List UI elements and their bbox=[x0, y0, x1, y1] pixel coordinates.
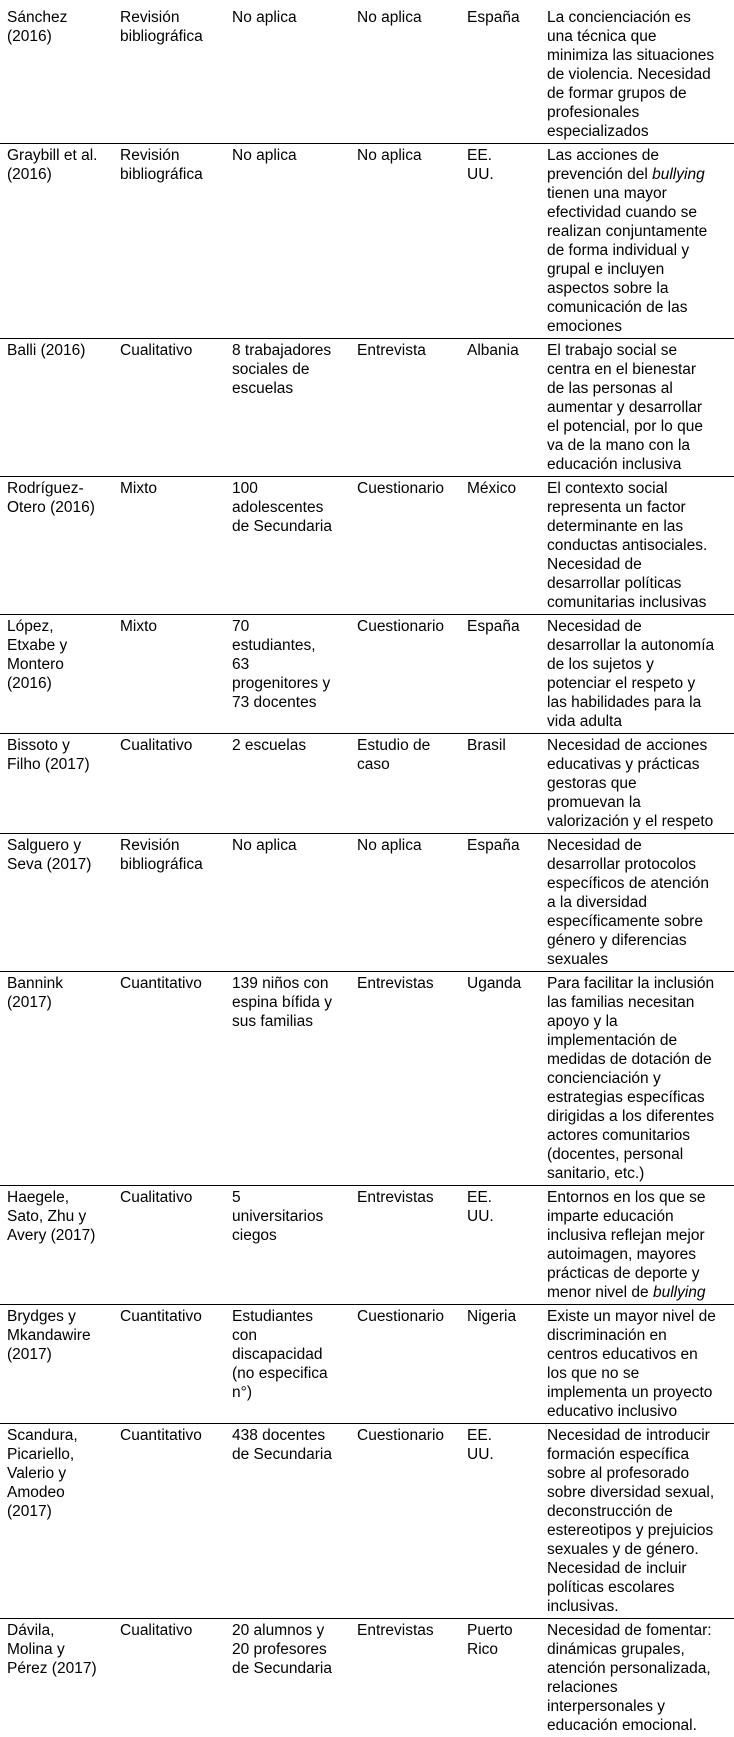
method-cell: Cualitativo bbox=[120, 1186, 232, 1305]
findings-cell: El contexto social representa un factor determinante en las conductas antisociales. Necesidad de desarrollar políticas comunitarias inclusivas bbox=[547, 477, 734, 615]
studies-table-body bbox=[0, 6, 734, 1737]
country-cell: EE. UU. bbox=[467, 1424, 547, 1619]
method-cell: Cualitativo bbox=[120, 339, 232, 477]
country-cell: Brasil bbox=[467, 734, 547, 834]
table-row bbox=[0, 972, 734, 1186]
table-row bbox=[0, 615, 734, 734]
table-row bbox=[0, 477, 734, 615]
instrument-cell: Cuestionario bbox=[357, 1305, 467, 1424]
table-row bbox=[0, 1305, 734, 1424]
findings-cell: El trabajo social se centra en el bienestar de las personas al aumentar y desarrollar el potencial, por lo que va de la mano con la educación inclusiva bbox=[547, 339, 734, 477]
author-cell: Graybill et al. (2016) bbox=[0, 144, 120, 339]
method-cell: Mixto bbox=[120, 477, 232, 615]
country-cell: España bbox=[467, 6, 547, 144]
method-cell: Mixto bbox=[120, 615, 232, 734]
instrument-cell: Entrevistas bbox=[357, 972, 467, 1186]
findings-cell: Necesidad de fomentar: dinámicas grupales, atención personalizada, relaciones interpersonales y educación emocional. bbox=[547, 1619, 734, 1737]
sample-cell: 139 niños con espina bífida y sus familias bbox=[232, 972, 357, 1186]
author-cell: Balli (2016) bbox=[0, 339, 120, 477]
findings-cell: La concienciación es una técnica que minimiza las situaciones de violencia. Necesidad de formar grupos de profesionales especializados bbox=[547, 6, 734, 144]
instrument-cell: Cuestionario bbox=[357, 615, 467, 734]
sample-cell: 20 alumnos y 20 profesores de Secundaria bbox=[232, 1619, 357, 1737]
table-row bbox=[0, 339, 734, 477]
author-cell: López, Etxabe y Montero (2016) bbox=[0, 615, 120, 734]
instrument-cell: Cuestionario bbox=[357, 477, 467, 615]
findings-cell: Las acciones de prevención del bullying tienen una mayor efectividad cuando se realizan conjuntamente de forma individual y grupal e incluyen aspectos sobre la comunicación de las emociones bbox=[547, 144, 734, 339]
method-cell: Revisión bibliográfica bbox=[120, 834, 232, 972]
instrument-cell: No aplica bbox=[357, 834, 467, 972]
findings-cell: Necesidad de acciones educativas y prácticas gestoras que promuevan la valorización y el respeto bbox=[547, 734, 734, 834]
country-cell: EE. UU. bbox=[467, 1186, 547, 1305]
instrument-cell: Cuestionario bbox=[357, 1424, 467, 1619]
table-row bbox=[0, 144, 734, 339]
table-row bbox=[0, 834, 734, 972]
method-cell: Cuantitativo bbox=[120, 1305, 232, 1424]
findings-cell: Para facilitar la inclusión las familias necesitan apoyo y la implementación de medidas de dotación de concienciación y estrategias específicas dirigidas a los diferentes actores comunitarios (docentes, personal sanitario, etc.) bbox=[547, 972, 734, 1186]
method-cell: Cualitativo bbox=[120, 1619, 232, 1737]
instrument-cell: Entrevistas bbox=[357, 1619, 467, 1737]
sample-cell: Estudiantes con discapacidad (no especifica n°) bbox=[232, 1305, 357, 1424]
author-cell: Dávila, Molina y Pérez (2017) bbox=[0, 1619, 120, 1737]
author-cell: Sánchez (2016) bbox=[0, 6, 120, 144]
findings-cell: Existe un mayor nivel de discriminación en centros educativos en los que no se implementa un proyecto educativo inclusivo bbox=[547, 1305, 734, 1424]
instrument-cell: No aplica bbox=[357, 144, 467, 339]
author-cell: Bannink (2017) bbox=[0, 972, 120, 1186]
country-cell: España bbox=[467, 615, 547, 734]
country-cell: Uganda bbox=[467, 972, 547, 1186]
table-row bbox=[0, 734, 734, 834]
method-cell: Cuantitativo bbox=[120, 972, 232, 1186]
author-cell: Bissoto y Filho (2017) bbox=[0, 734, 120, 834]
findings-cell: Necesidad de introducir formación específica sobre al profesorado sobre diversidad sexual, deconstrucción de estereotipos y prejuicios sexuales y de género. Necesidad de incluir políticas escolares inclusivas. bbox=[547, 1424, 734, 1619]
country-cell: México bbox=[467, 477, 547, 615]
table-row bbox=[0, 1186, 734, 1305]
table-row bbox=[0, 1424, 734, 1619]
method-cell: Cualitativo bbox=[120, 734, 232, 834]
author-cell: Scandura, Picariello, Valerio y Amodeo (2017) bbox=[0, 1424, 120, 1619]
sample-cell: No aplica bbox=[232, 834, 357, 972]
author-cell: Brydges y Mkandawire (2017) bbox=[0, 1305, 120, 1424]
country-cell: Albania bbox=[467, 339, 547, 477]
studies-table bbox=[0, 6, 734, 1737]
country-cell: EE. UU. bbox=[467, 144, 547, 339]
sample-cell: 8 trabajadores sociales de escuelas bbox=[232, 339, 357, 477]
author-cell: Salguero y Seva (2017) bbox=[0, 834, 120, 972]
sample-cell: 2 escuelas bbox=[232, 734, 357, 834]
method-cell: Cuantitativo bbox=[120, 1424, 232, 1619]
instrument-cell: No aplica bbox=[357, 6, 467, 144]
sample-cell: 100 adolescentes de Secundaria bbox=[232, 477, 357, 615]
method-cell: Revisión bibliográfica bbox=[120, 144, 232, 339]
table-row bbox=[0, 6, 734, 144]
sample-cell: 5 universitarios ciegos bbox=[232, 1186, 357, 1305]
instrument-cell: Estudio de caso bbox=[357, 734, 467, 834]
findings-cell: Necesidad de desarrollar protocolos específicos de atención a la diversidad específicamente sobre género y diferencias sexuales bbox=[547, 834, 734, 972]
sample-cell: No aplica bbox=[232, 6, 357, 144]
sample-cell: 438 docentes de Secundaria bbox=[232, 1424, 357, 1619]
author-cell: Haegele, Sato, Zhu y Avery (2017) bbox=[0, 1186, 120, 1305]
country-cell: Puerto Rico bbox=[467, 1619, 547, 1737]
country-cell: Nigeria bbox=[467, 1305, 547, 1424]
findings-cell: Entornos en los que se imparte educación inclusiva reflejan mejor autoimagen, mayores prácticas de deporte y menor nivel de bullying bbox=[547, 1186, 734, 1305]
findings-cell: Necesidad de desarrollar la autonomía de los sujetos y potenciar el respeto y las habilidades para la vida adulta bbox=[547, 615, 734, 734]
table-row bbox=[0, 1619, 734, 1737]
method-cell: Revisión bibliográfica bbox=[120, 6, 232, 144]
sample-cell: 70 estudiantes, 63 progenitores y 73 docentes bbox=[232, 615, 357, 734]
author-cell: Rodríguez- Otero (2016) bbox=[0, 477, 120, 615]
country-cell: España bbox=[467, 834, 547, 972]
instrument-cell: Entrevista bbox=[357, 339, 467, 477]
instrument-cell: Entrevistas bbox=[357, 1186, 467, 1305]
sample-cell: No aplica bbox=[232, 144, 357, 339]
